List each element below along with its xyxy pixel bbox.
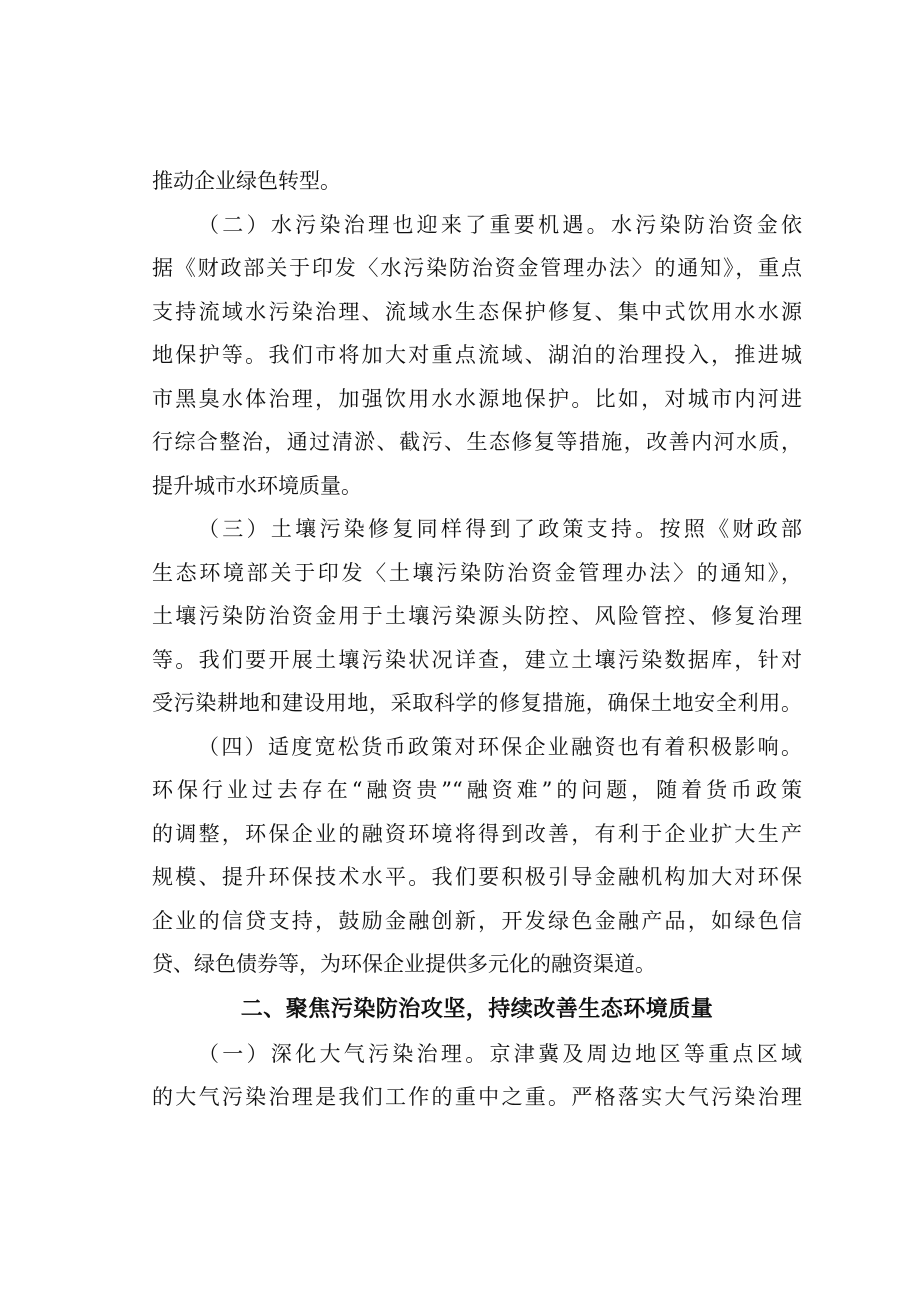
section-heading: 二、聚焦污染防治攻坚，持续改善生态环境质量 [240, 996, 714, 1022]
text-line: （一）深化大气污染治理。京津冀及周边地区等重点区域 [198, 1041, 802, 1066]
text-line: 推动企业绿色转型。 [152, 169, 341, 193]
paragraph [152, 726, 802, 987]
text-line: 环保行业过去存在“融资贵”“融资难”的问题，随着货币政策 [152, 778, 802, 802]
text-line: 企业的信贷支持，鼓励金融创新，开发绿色金融产品，如绿色信 [152, 908, 802, 933]
text-line: 提升城市水环境质量。 [152, 473, 362, 498]
text-line: 贷、绿色债券等，为环保企业提供多元化的融资渠道。 [152, 952, 656, 976]
text-line: 支持流域水污染治理、流域水生态保护修复、集中式饮用水水源 [152, 299, 802, 324]
text-line: 规模、提升环保技术水平。我们要积极引导金融机构加大对环保 [152, 865, 802, 889]
text-line: 地保护等。我们市将加大对重点流域、湖泊的治理投入，推进城 [152, 343, 802, 367]
text-line: （三）土壤污染修复同样得到了政策支持。按照《财政部 [198, 517, 802, 541]
text-line: （四）适度宽松货币政策对环保企业融资也有着积极影响。 [198, 734, 802, 759]
text-line: 土壤污染防治资金用于土壤污染源头防控、风险管控、修复治理 [152, 604, 802, 628]
text-line: 市黑臭水体治理，加强饮用水水源地保护。比如，对城市内河进 [152, 386, 802, 411]
paragraph [152, 204, 802, 509]
paragraph [152, 508, 802, 726]
text-line: 生态环境部关于印发〈土壤污染防治资金管理办法〉的通知》， [152, 560, 802, 585]
text-line: 据《财政部关于印发〈水污染防治资金管理办法〉的通知》，重点 [152, 256, 802, 280]
text-line: （二）水污染治理也迎来了重要机遇。水污染防治资金依 [198, 212, 802, 237]
text-line: 的大气污染治理是我们工作的重中之重。严格落实大气污染治理 [152, 1085, 802, 1109]
text-line: 的调整，环保企业的融资环境将得到改善，有利于企业扩大生产 [152, 821, 802, 846]
text-line: 行综合整治，通过清淤、截污、生态修复等措施，改善内河水质， [152, 430, 802, 454]
paragraph [152, 1033, 802, 1120]
text-line: 等。我们要开展土壤污染状况详查，建立土壤污染数据库，针对 [152, 647, 802, 672]
text-line: 受污染耕地和建设用地，采取科学的修复措施，确保土地安全利用。 [152, 691, 802, 715]
document-body [152, 160, 802, 1120]
paragraph [152, 160, 802, 204]
